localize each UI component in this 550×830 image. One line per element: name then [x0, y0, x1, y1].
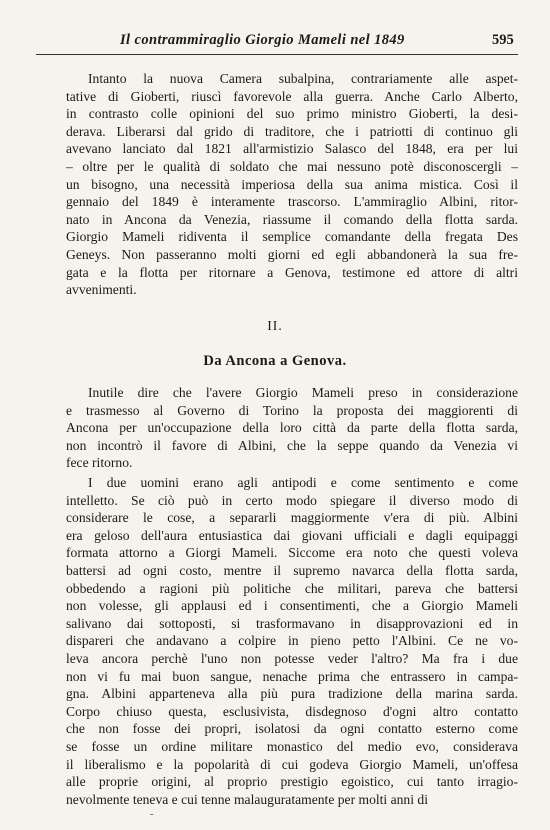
text-line: e trasmesso al Governo di Torino la proposta dei maggiorenti di [66, 402, 518, 418]
text-line: un bisogno, una necessità imperiosa della sua anima mistica. Così il [66, 176, 518, 192]
text-line: che non fosse dei propri, isolatosi da ogni contatto esterno come [66, 721, 518, 737]
text-line: – oltre per le qualità di soldato che mai nessuno potè disconoscergli – [66, 158, 518, 174]
text-line: dispareri che andavano a colpire in pieno petto l'Albini. Ce ne vo- [66, 633, 518, 649]
text-line: avevano lanciato dal 1821 all'armistizio Salasco del 1848, era per lui [66, 141, 518, 157]
text-line: nevolmente teneva e cui tenne malauguratamente per molti anni di [66, 791, 428, 807]
header-rule [36, 54, 518, 55]
text-line: intelletto. Se ciò può in certo modo spiegare il diverso modo di [66, 492, 518, 508]
text-line: gata e la flotta per ritornare a Genova, testimone ed attore di altri [66, 264, 518, 280]
text-line: formata attorno a Giorgi Mameli. Siccome era noto che questi voleva [66, 545, 518, 561]
section-title: Da Ancona a Genova. [203, 353, 347, 369]
paragraph-3 [66, 474, 518, 808]
text-line: salivano dai sottoposti, si trasformavano in disapprovazioni ed in [66, 615, 518, 631]
page-number: 595 [492, 32, 514, 48]
text-line: battersi ad ogni costo, mentre il supremo navarca della flotta sarda, [66, 562, 518, 578]
running-title: Il contrammiraglio Giorgio Mameli nel 1849 [120, 32, 405, 48]
text-line: Giorgio Mameli ridiventa il semplice comandante della fregata Des [66, 229, 518, 245]
text-line: alle proprie origini, al proprio prestigio egoistico, cui tanto irragio- [66, 774, 518, 790]
text-line: Ancona per un'occupazione della loro città da parte della flotta sarda, [66, 420, 518, 436]
text-line: avvenimenti. [66, 282, 137, 298]
section-number: II. [267, 318, 283, 333]
text-line: obbedendo a ragioni più politiche che militari, pareva che battersi [66, 580, 518, 596]
text-line: derava. Liberarsi dal grido di traditore, che i patriotti di continuo gli [66, 123, 518, 139]
text-line: Geneys. Non passeranno molti giorni ed egli abbandonerà la sua fre- [66, 246, 518, 262]
text-line: in contrasto colle opinioni del suo primo ministro Gioberti, la desi- [66, 106, 518, 122]
text-line: gna. Albini apparteneva alla più pura tradizione della marina sarda. [66, 686, 518, 702]
text-line: era geloso dell'aura entusiastica dai giovani ufficiali e dagli equipaggi [66, 527, 518, 543]
text-line: considerare le cose, a separarli maggiormente v'era di più. Albini [66, 510, 518, 526]
text-line: Corpo chiuso questa, esclusivista, disdegnoso d'ogni altro contatto [66, 703, 518, 719]
text-line: non incontrò il favore di Albini, che la seppe quando da Venezia vi [66, 437, 518, 453]
running-header [0, 32, 550, 52]
text-line: leva ancora perchè l'uno non potesse veder l'altro? Ma fra i due [66, 650, 518, 666]
text-line: se fosse un ordine militare monastico del medio evo, considerava [66, 738, 518, 754]
paragraph-2 [66, 384, 518, 472]
text-line: Intanto la nuova Camera subalpina, contrariamente alle aspet- [88, 71, 518, 86]
text-line: nato in Ancona da Venezia, riassume il comando della flotta sarda. [66, 211, 518, 227]
text-line: il liberalismo e la popolarità di cui godeva Giorgio Mameli, un'offesa [66, 756, 518, 772]
text-line: tative di Gioberti, riuscì favorevole alla guerra. Anche Carlo Alberto, [66, 88, 518, 104]
text-line: fece ritorno. [66, 455, 133, 471]
text-line: non vi fu mai buon sangue, nenache prima che entrassero in campa- [66, 668, 518, 684]
text-line: I due uomini erano agli antipodi e come sentimento e come [88, 475, 518, 490]
footer-mark: - [150, 808, 154, 820]
text-line: non volesse, gli applausi ed i consentimenti, che a Giorgio Mameli [66, 598, 518, 614]
paragraph-1 [66, 70, 518, 299]
text-line: gennaio del 1849 è interamente trascorso. L'ammiraglio Albini, ritor- [66, 194, 518, 210]
text-line: Inutile dire che l'avere Giorgio Mameli preso in considerazione [88, 385, 518, 400]
